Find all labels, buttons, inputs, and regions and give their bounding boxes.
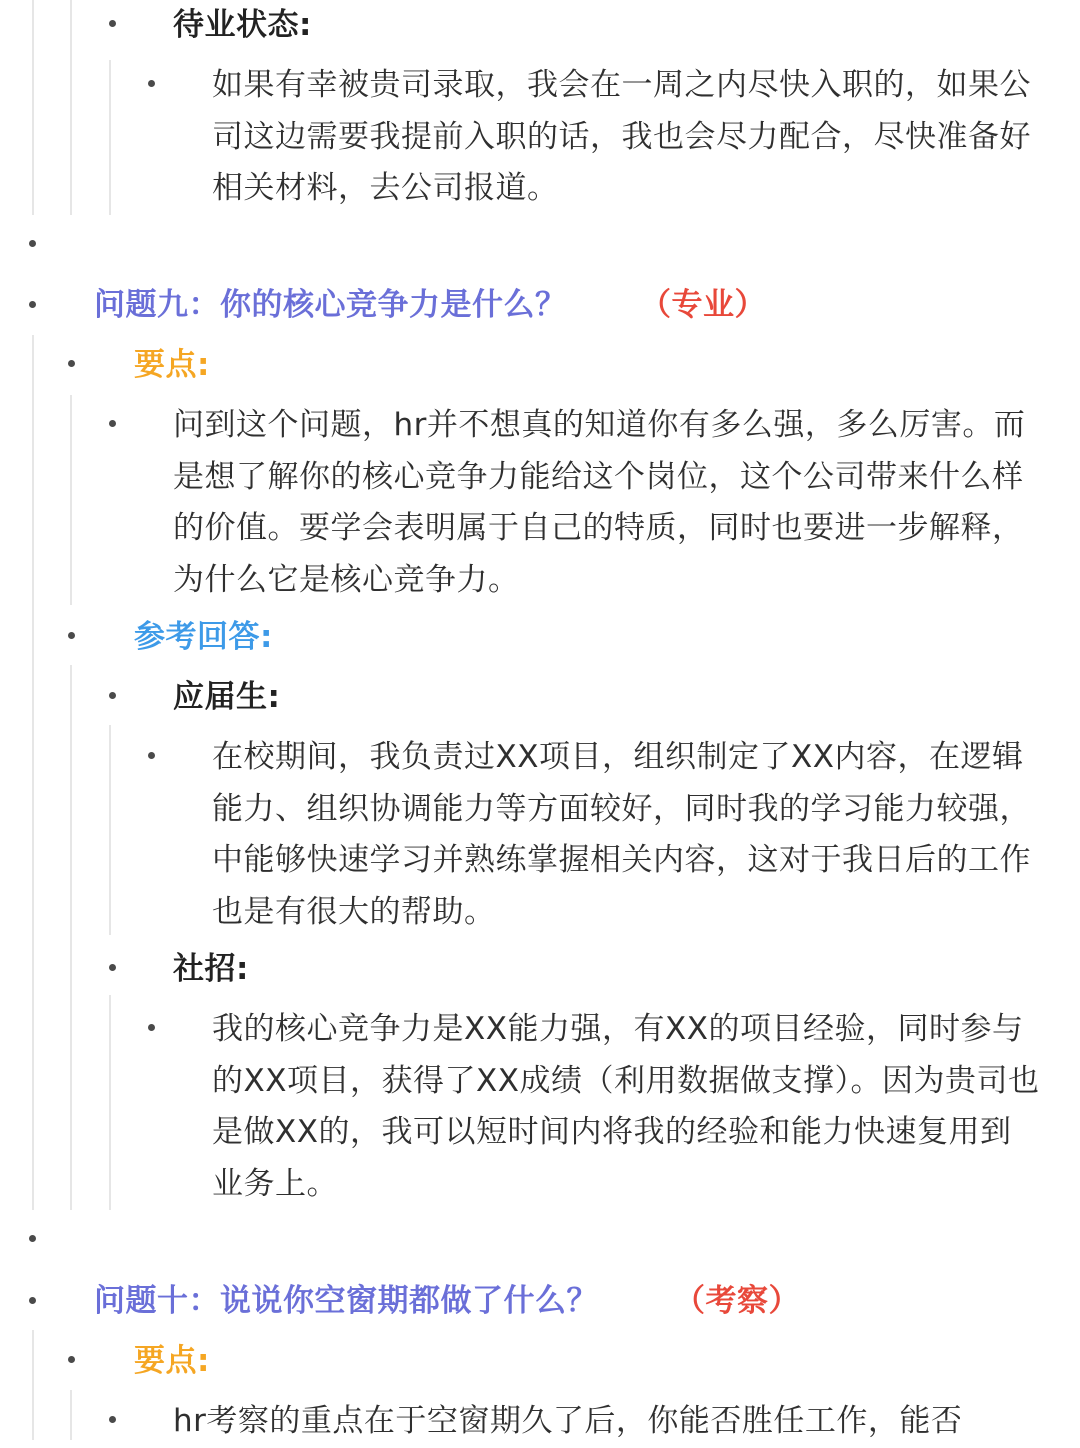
question-9-key-points-text: 问到这个问题，hr并不想真的知道你有多么强，多么厉害。而是想了解你的核心竞争力能给这个岗位，这个公司带来什么样的价值。要学会表明属于自己的特质，同时也要进一步解释，为什么它是核心竞争力。	[173, 407, 1026, 598]
list-bullet	[148, 80, 155, 87]
question-9-key-points-label: 要点:	[134, 347, 210, 383]
question-9-reference-label: 参考回答:	[134, 619, 273, 655]
question-9-title: 问题九：你的核心竞争力是什么？	[94, 287, 567, 323]
outline-guide-level2	[70, 1390, 72, 1440]
outline-guide-level2	[70, 665, 72, 1210]
graduate-answer-text: 在校期间，我负责过XX项目，组织制定了XX内容，在逻辑能力、组织协调能力等方面较好，同时我的学习能力较强，中能够快速学习并熟练掌握相关内容，这对于我日后的工作也是有很大的帮助。	[212, 739, 1031, 930]
list-bullet-empty	[29, 1235, 36, 1242]
outline-guide-level1	[32, 335, 34, 1210]
list-bullet	[109, 20, 116, 27]
list-bullet	[29, 301, 36, 308]
outline-guide-level3	[109, 995, 111, 1210]
social-hire-answer-text: 我的核心竞争力是XX能力强，有XX的项目经验，同时参与的XX项目，获得了XX成绩（利用数据做支撑）。因为贵司也是做XX的，我可以短时间内将我的经验和能力快速复用到业务上。	[212, 1011, 1040, 1202]
question-10-key-points-text: hr考察的重点在于空窗期久了后，你能否胜任工作，能否	[173, 1403, 963, 1439]
list-bullet	[109, 692, 116, 699]
outline-guide-level3	[109, 725, 111, 935]
outline-guide-level2	[70, 395, 72, 605]
list-bullet-empty	[29, 240, 36, 247]
graduate-label: 应届生:	[173, 679, 281, 715]
list-bullet	[109, 964, 116, 971]
question-10-key-points-label: 要点:	[134, 1343, 210, 1379]
outline-guide-level3	[109, 60, 111, 215]
social-hire-label: 社招:	[173, 951, 249, 987]
list-bullet	[148, 1024, 155, 1031]
question-10-title: 问题十：说说你空窗期都做了什么？	[94, 1283, 598, 1319]
list-bullet	[109, 420, 116, 427]
question-10-tag: （考察）	[674, 1283, 800, 1319]
availability-text: 如果有幸被贵司录取，我会在一周之内尽快入职的，如果公司这边需要我提前入职的话，我也会尽力配合，尽快准备好相关材料，去公司报道。	[212, 67, 1031, 206]
availability-heading: 待业状态:	[173, 7, 312, 43]
list-bullet	[68, 632, 75, 639]
list-bullet	[68, 1356, 75, 1363]
question-9-tag: （专业）	[640, 287, 766, 323]
list-bullet	[109, 1416, 116, 1423]
outline-guide-level2	[70, 0, 72, 215]
list-bullet	[68, 360, 75, 367]
outline-guide-level1	[32, 1330, 34, 1440]
list-bullet	[148, 752, 155, 759]
list-bullet	[29, 1297, 36, 1304]
outline-guide-level1	[32, 0, 34, 215]
